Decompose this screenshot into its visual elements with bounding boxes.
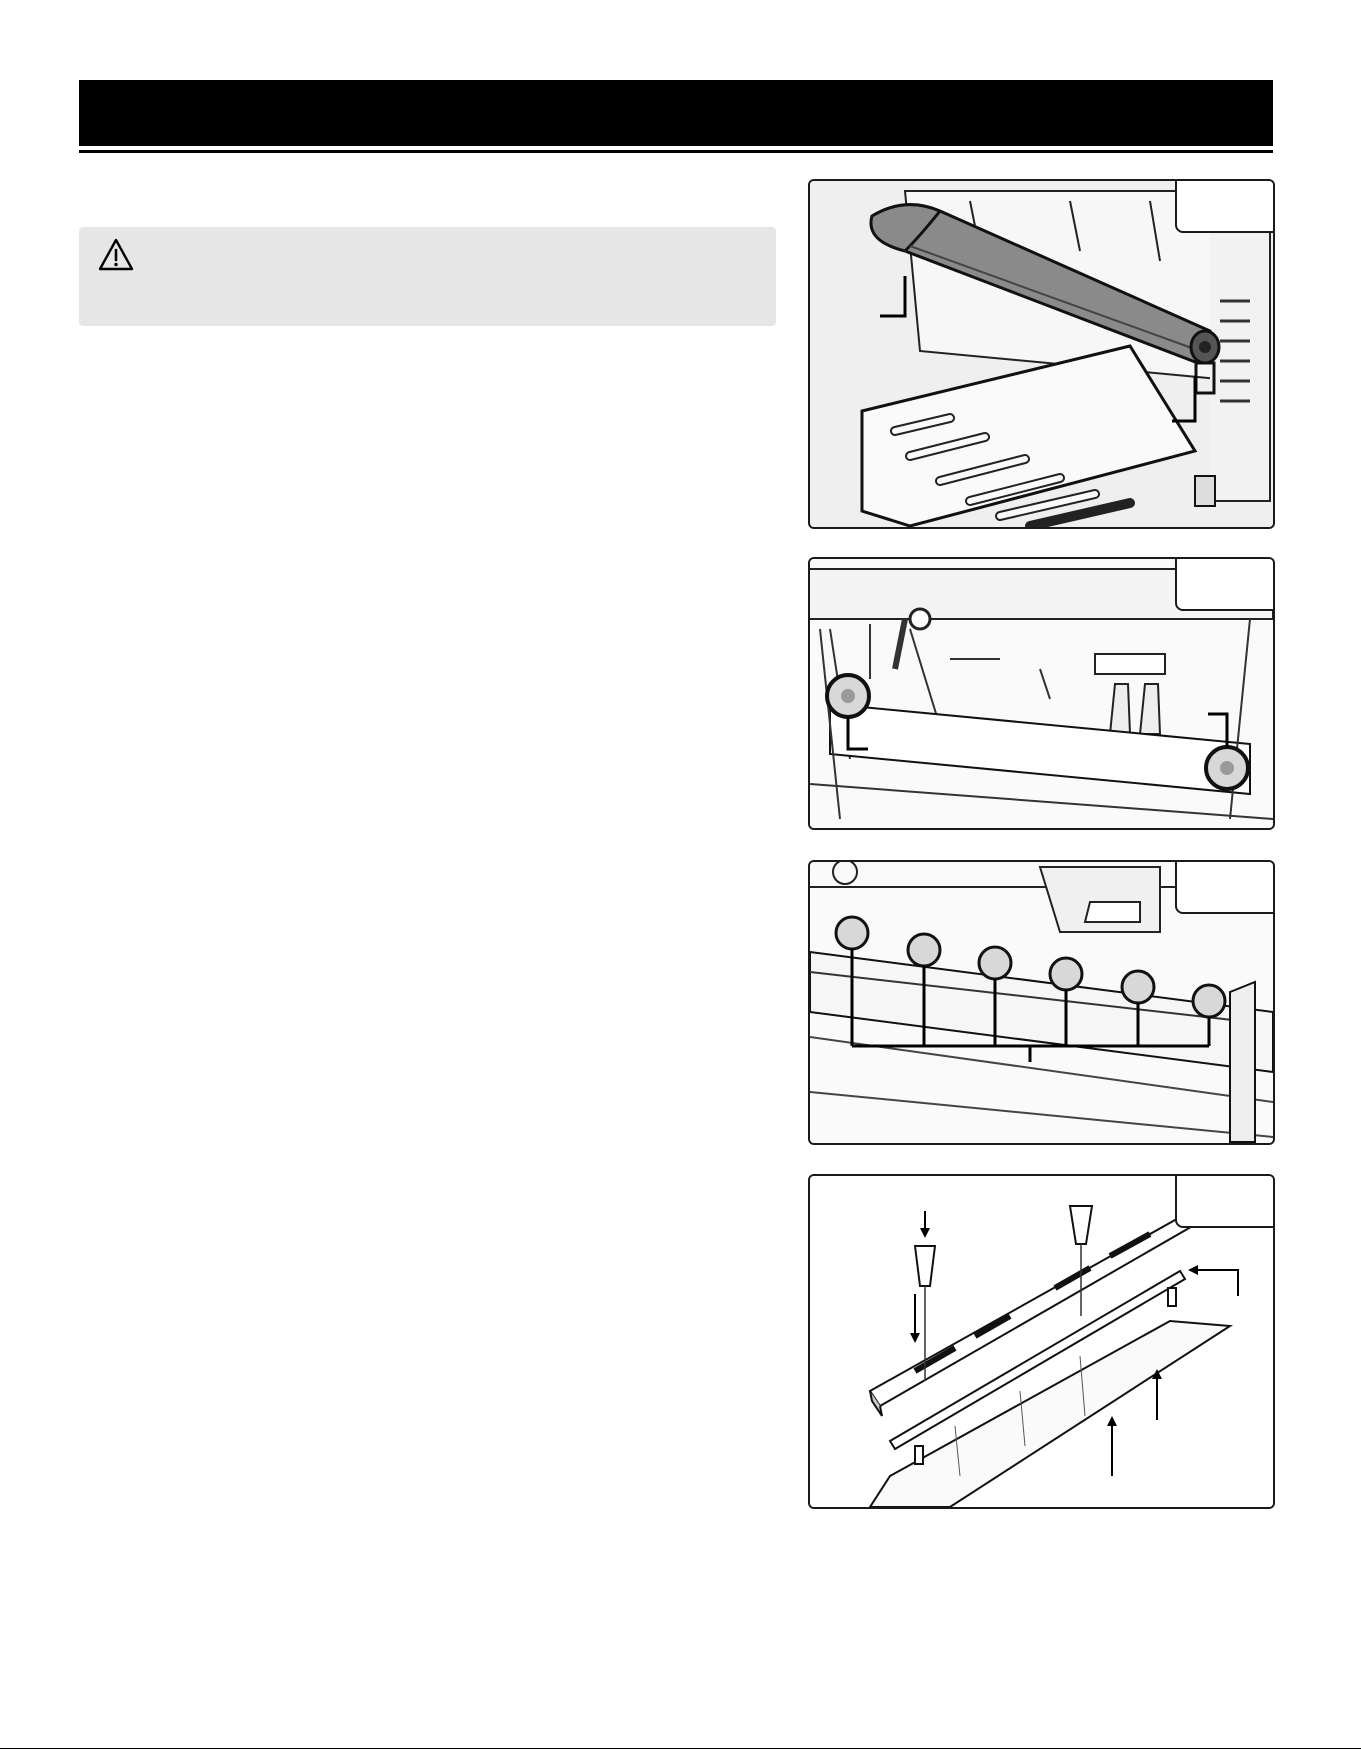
figure-label-tab <box>1175 179 1275 233</box>
footer-rule <box>0 1748 1361 1749</box>
figure-label-tab <box>1175 1174 1275 1228</box>
figure-cutterhead-screws <box>808 557 1275 830</box>
header-rule <box>79 150 1273 153</box>
warning-box <box>79 227 776 326</box>
figure-knife-assembly <box>808 1174 1275 1509</box>
figure-roller <box>808 179 1275 529</box>
figure-label-tab <box>1175 860 1275 914</box>
figure-label-tab <box>1175 557 1275 611</box>
figure-gib-screws <box>808 860 1275 1145</box>
section-header-bar <box>79 80 1273 146</box>
warning-triangle-icon <box>97 237 135 273</box>
